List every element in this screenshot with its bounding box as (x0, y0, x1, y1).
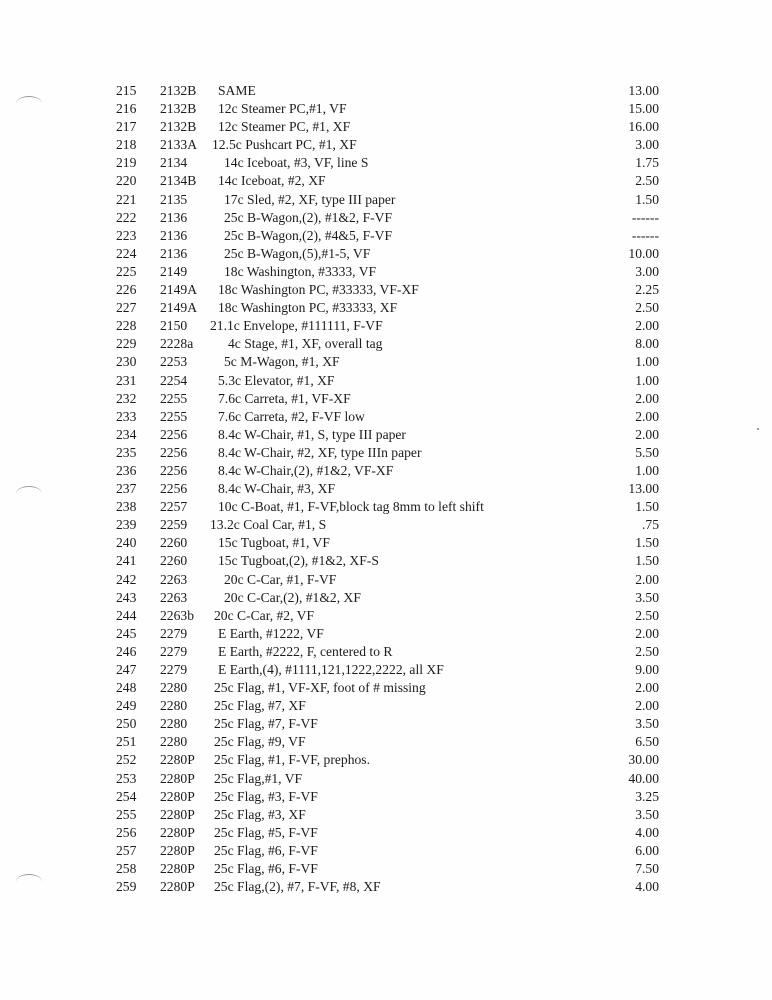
lot-price: 6.50 (635, 734, 659, 750)
lot-row (0, 317, 772, 335)
lot-description: 15c Tugboat, #1, VF (218, 535, 330, 551)
lot-description: 8.4c W-Chair, #1, S, type III paper (218, 426, 406, 442)
lot-number: 218 (116, 137, 137, 153)
lot-number: 226 (116, 282, 137, 298)
lot-description: 5c M-Wagon, #1, XF (224, 354, 340, 370)
lot-price: 8.00 (635, 336, 659, 352)
catalog-number: 2150 (160, 318, 188, 334)
lot-row (0, 607, 772, 625)
lot-list (0, 82, 772, 896)
lot-price: 3.50 (635, 806, 659, 822)
lot-price: 2.50 (635, 643, 659, 659)
lot-row (0, 824, 772, 842)
lot-row (0, 770, 772, 788)
catalog-number: 2280P (160, 788, 195, 804)
catalog-number: 2149A (160, 282, 198, 298)
lot-row (0, 390, 772, 408)
catalog-number: 2135 (160, 191, 188, 207)
lot-description: 25c Flag,(2), #7, F-VF, #8, XF (214, 879, 381, 895)
lot-price: 6.00 (635, 842, 659, 858)
catalog-number: 2280 (160, 680, 188, 696)
lot-price: 2.00 (635, 680, 659, 696)
catalog-number: 2280 (160, 734, 188, 750)
lot-price: 40.00 (628, 770, 659, 786)
lot-number: 228 (116, 318, 137, 334)
lot-description: E Earth, #1222, VF (218, 625, 324, 641)
lot-description: SAME (218, 83, 256, 98)
lot-price: 1.75 (635, 155, 659, 171)
lot-price: 2.00 (635, 571, 659, 587)
lot-price: 4.00 (635, 879, 659, 895)
lot-description: 25c B-Wagon,(2), #1&2, F-VF (224, 209, 393, 225)
catalog-number: 2132B (160, 119, 197, 135)
lot-price: 2.50 (635, 173, 659, 189)
lot-row (0, 697, 772, 715)
lot-number: 215 (116, 83, 137, 98)
lot-price: 13.00 (628, 481, 659, 497)
catalog-number: 2149A (160, 300, 198, 316)
lot-number: 247 (116, 662, 137, 677)
lot-number: 250 (116, 716, 137, 732)
lot-description: E Earth, #2222, F, centered to R (218, 643, 393, 659)
catalog-number: 2256 (160, 481, 188, 497)
lot-number: 244 (116, 607, 137, 623)
lot-description: 5.3c Elevator, #1, XF (218, 372, 335, 388)
lot-description: 25c Flag, #6, F-VF (214, 842, 318, 858)
lot-description: 8.4c W-Chair, #3, XF (218, 481, 336, 497)
catalog-number: 2254 (160, 372, 188, 388)
lot-price: 13.00 (628, 83, 659, 98)
lot-price: .75 (642, 517, 659, 533)
lot-number: 235 (116, 444, 137, 460)
lot-price: 30.00 (628, 752, 659, 768)
lot-number: 217 (116, 119, 137, 135)
lot-price: 3.00 (635, 137, 659, 153)
lot-number: 257 (116, 842, 137, 858)
catalog-number: 2279 (160, 625, 188, 641)
catalog-number: 2136 (160, 227, 188, 243)
lot-row (0, 462, 772, 480)
lot-row (0, 679, 772, 697)
lot-description: 25c B-Wagon,(5),#1-5, VF (224, 245, 371, 261)
lot-price: 2.00 (635, 318, 659, 334)
lot-number: 245 (116, 625, 137, 641)
lot-number: 254 (116, 788, 137, 804)
lot-description: 25c Flag, #6, F-VF (214, 861, 318, 877)
lot-price: 3.50 (635, 589, 659, 605)
lot-description: 18c Washington PC, #33333, XF (218, 300, 398, 316)
lot-description: 12.5c Pushcart PC, #1, XF (212, 137, 357, 153)
lot-description: 18c Washington, #3333, VF (224, 263, 377, 279)
lot-row (0, 643, 772, 661)
lot-number: 241 (116, 553, 137, 569)
lot-number: 232 (116, 390, 137, 406)
catalog-number: 2255 (160, 408, 188, 424)
lot-description: 12c Steamer PC,#1, VF (218, 101, 347, 117)
lot-number: 246 (116, 643, 137, 659)
catalog-number: 2280P (160, 806, 195, 822)
catalog-number: 2263b (160, 607, 194, 623)
catalog-number: 2149 (160, 263, 188, 279)
lot-description: 15c Tugboat,(2), #1&2, XF-S (218, 553, 379, 569)
lot-price: 7.50 (635, 861, 659, 877)
catalog-number: 2133A (160, 137, 198, 153)
lot-number: 253 (116, 770, 137, 786)
lot-row (0, 299, 772, 317)
lot-number: 222 (116, 209, 137, 225)
lot-price: 2.50 (635, 300, 659, 316)
lot-number: 234 (116, 426, 137, 442)
lot-row (0, 426, 772, 444)
lot-number: 258 (116, 861, 137, 877)
lot-number: 224 (116, 245, 137, 261)
lot-number: 243 (116, 589, 137, 605)
lot-number: 238 (116, 499, 137, 515)
lot-description: 25c Flag, #3, XF (214, 806, 306, 822)
lot-description: 20c C-Car, #1, F-VF (224, 571, 337, 587)
catalog-number: 2228a (160, 336, 194, 352)
lot-row (0, 480, 772, 498)
lot-description: 17c Sled, #2, XF, type III paper (224, 191, 396, 207)
lot-price: 16.00 (628, 119, 659, 135)
lot-number: 229 (116, 336, 137, 352)
catalog-number: 2132B (160, 83, 197, 98)
lot-row (0, 408, 772, 426)
lot-row (0, 751, 772, 769)
lot-price: 1.00 (635, 372, 659, 388)
lot-row (0, 571, 772, 589)
catalog-number: 2260 (160, 553, 188, 569)
lot-row (0, 100, 772, 118)
catalog-number: 2256 (160, 426, 188, 442)
catalog-number: 2256 (160, 444, 188, 460)
lot-number: 237 (116, 481, 137, 497)
lot-row (0, 227, 772, 245)
lot-row (0, 82, 772, 100)
catalog-number: 2134B (160, 173, 197, 189)
lot-price: 2.00 (635, 426, 659, 442)
lot-description: E Earth,(4), #1111,121,1222,2222, all XF (218, 662, 444, 677)
catalog-number: 2256 (160, 462, 188, 478)
lot-row (0, 552, 772, 570)
lot-number: 239 (116, 517, 137, 533)
lot-number: 223 (116, 227, 137, 243)
lot-number: 221 (116, 191, 137, 207)
lot-row (0, 263, 772, 281)
lot-description: 14c Iceboat, #3, VF, line S (224, 155, 369, 171)
lot-description: 10c C-Boat, #1, F-VF,block tag 8mm to left shift (218, 499, 484, 515)
lot-number: 216 (116, 101, 137, 117)
lot-number: 242 (116, 571, 137, 587)
catalog-number: 2257 (160, 499, 188, 515)
catalog-number: 2280P (160, 842, 195, 858)
lot-description: 20c C-Car, #2, VF (214, 607, 315, 623)
lot-description: 14c Iceboat, #2, XF (218, 173, 326, 189)
lot-price: 1.50 (635, 499, 659, 515)
lot-description: 18c Washington PC, #33333, VF-XF (218, 282, 419, 298)
catalog-number: 2263 (160, 589, 188, 605)
lot-number: 220 (116, 173, 137, 189)
lot-row (0, 209, 772, 227)
lot-number: 230 (116, 354, 137, 370)
lot-price: 2.00 (635, 625, 659, 641)
lot-row (0, 625, 772, 643)
lot-row (0, 118, 772, 136)
lot-row (0, 788, 772, 806)
lot-number: 252 (116, 752, 137, 768)
lot-number: 248 (116, 680, 137, 696)
lot-description: 12c Steamer PC, #1, XF (218, 119, 351, 135)
lot-row (0, 715, 772, 733)
lot-description: 20c C-Car,(2), #1&2, XF (224, 589, 361, 605)
lot-price: 2.25 (635, 282, 659, 298)
lot-price: 1.50 (635, 535, 659, 551)
lot-price: ------ (631, 227, 659, 243)
catalog-number: 2259 (160, 517, 188, 533)
lot-row (0, 733, 772, 751)
lot-price: 1.00 (635, 462, 659, 478)
lot-row (0, 878, 772, 896)
lot-number: 240 (116, 535, 137, 551)
lot-row (0, 154, 772, 172)
lot-description: 25c B-Wagon,(2), #4&5, F-VF (224, 227, 393, 243)
lot-price: 10.00 (628, 245, 659, 261)
lot-number: 259 (116, 879, 137, 895)
lot-price: 2.00 (635, 408, 659, 424)
lot-row (0, 335, 772, 353)
catalog-number: 2136 (160, 209, 188, 225)
catalog-number: 2134 (160, 155, 188, 171)
catalog-number: 2263 (160, 571, 188, 587)
lot-row (0, 516, 772, 534)
catalog-number: 2136 (160, 245, 188, 261)
catalog-number: 2280 (160, 698, 188, 714)
catalog-number: 2280P (160, 879, 195, 895)
lot-description: 21.1c Envelope, #111111, F-VF (210, 318, 383, 334)
lot-description: 25c Flag, #7, F-VF (214, 716, 318, 732)
lot-price: 1.50 (635, 553, 659, 569)
lot-description: 8.4c W-Chair,(2), #1&2, VF-XF (218, 462, 394, 478)
lot-row (0, 353, 772, 371)
lot-description: 7.6c Carreta, #2, F-VF low (218, 408, 365, 424)
catalog-number: 2280P (160, 824, 195, 840)
lot-price: 15.00 (628, 101, 659, 117)
catalog-number: 2280 (160, 716, 188, 732)
lot-price: 1.00 (635, 354, 659, 370)
lot-row (0, 172, 772, 190)
lot-price: 3.50 (635, 716, 659, 732)
lot-row (0, 842, 772, 860)
catalog-number: 2280P (160, 770, 195, 786)
lot-row (0, 806, 772, 824)
lot-price: 9.00 (635, 662, 659, 677)
lot-number: 236 (116, 462, 137, 478)
lot-number: 231 (116, 372, 137, 388)
lot-description: 13.2c Coal Car, #1, S (210, 517, 327, 533)
lot-number: 251 (116, 734, 137, 750)
catalog-number: 2280P (160, 752, 195, 768)
catalog-number: 2132B (160, 101, 197, 117)
catalog-number: 2253 (160, 354, 188, 370)
lot-description: 25c Flag, #1, VF-XF, foot of # missing (214, 680, 426, 696)
lot-row (0, 661, 772, 679)
lot-price: 5.50 (635, 444, 659, 460)
lot-number: 233 (116, 408, 137, 424)
lot-description: 25c Flag, #1, F-VF, prephos. (214, 752, 370, 768)
lot-number: 219 (116, 155, 137, 171)
lot-description: 25c Flag,#1, VF (214, 770, 303, 786)
lot-number: 256 (116, 824, 137, 840)
lot-row (0, 498, 772, 516)
lot-row (0, 534, 772, 552)
lot-number: 249 (116, 698, 137, 714)
lot-description: 25c Flag, #3, F-VF (214, 788, 318, 804)
lot-row (0, 589, 772, 607)
lot-description: 25c Flag, #5, F-VF (214, 824, 318, 840)
lot-description: 8.4c W-Chair, #2, XF, type IIIn paper (218, 444, 422, 460)
lot-description: 25c Flag, #9, VF (214, 734, 306, 750)
lot-price: 3.00 (635, 263, 659, 279)
lot-number: 225 (116, 263, 137, 279)
lot-price: 3.25 (635, 788, 659, 804)
lot-price: 4.00 (635, 824, 659, 840)
lot-row (0, 860, 772, 878)
lot-row (0, 281, 772, 299)
lot-row (0, 245, 772, 263)
lot-row (0, 444, 772, 462)
lot-number: 227 (116, 300, 137, 316)
lot-price: 1.50 (635, 191, 659, 207)
lot-price: 2.00 (635, 390, 659, 406)
lot-row (0, 372, 772, 390)
lot-description: 7.6c Carreta, #1, VF-XF (218, 390, 351, 406)
lot-price: 2.00 (635, 698, 659, 714)
catalog-number: 2255 (160, 390, 188, 406)
lot-description: 4c Stage, #1, XF, overall tag (228, 336, 383, 352)
lot-price: 2.50 (635, 607, 659, 623)
catalog-number: 2280P (160, 861, 195, 877)
catalog-number: 2279 (160, 662, 188, 677)
lot-description: 25c Flag, #7, XF (214, 698, 306, 714)
lot-row (0, 136, 772, 154)
lot-row (0, 191, 772, 209)
lot-price: ------ (631, 209, 659, 225)
lot-number: 255 (116, 806, 137, 822)
catalog-number: 2260 (160, 535, 188, 551)
catalog-number: 2279 (160, 643, 188, 659)
